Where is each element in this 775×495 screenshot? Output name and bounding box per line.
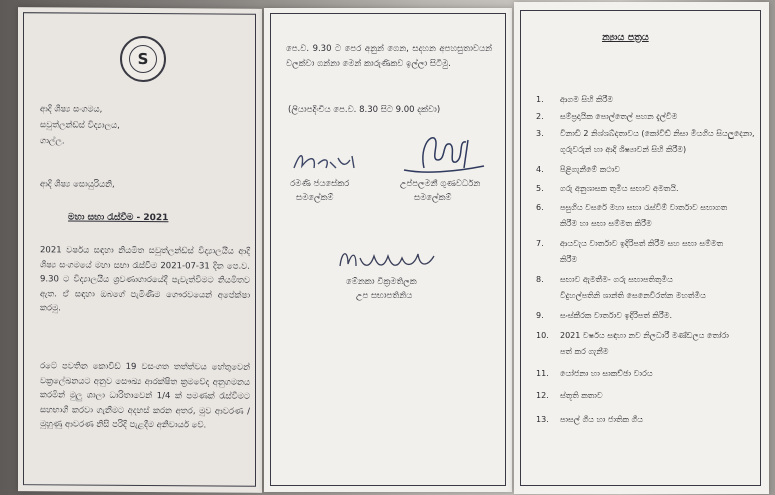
meeting-heading: මහා සභා රැස්වීම - 2021 — [68, 212, 169, 224]
brochure-left-panel — [18, 7, 262, 493]
brochure-right-panel: න්‍යාය පත්‍රය 1. ආගම සිහි කිරීම 2. සම්ප්‍රදායික පොල්තෙල් පහන දැල්වීම 3. විනාඩි 2 නිශ්ශබ්දතාවය (කෝවිඩ් නිසා මියගිය සියලුදෙනා, ගුරුවරුන් හා ආදි ශිෂ්‍යාවන් සිහි කිරීම) 4. පිළිගැනීමේ කථාව 5. ගරු අනුශාසක තුමිය සභාව අමතයි. 6. පසුගිය වසරේ මහා සභා රැස්වීම් වාර්තාව සභාගත කිරීම හා සභා සම්මත කිරීම 7. ආයවැය වාර්තාව ඉදිරිපත් කිරීම සහ සභා සම්මත කිරීම 8. සභාව ඇමතීම- ගරු සභාපතිතුමිය විදුහල්පතිනි ශාන්ති සෙනෙවිරත්න මහත්මිය 9. සංස්කීරක වාර්තාව ඉදිරිපත් කිරීම. 10. 2021 වර්ෂය සඳහා නව නිලධාරී මණ්ඩලය තෝරා පත් කර ගැනීම 11. යෝජනා හා සාකච්ඡා වාරය 12. ස්තූති කතාව 13. පාසල් ගීය හා ජාතික ගීය — [514, 2, 769, 494]
signature-2 — [394, 130, 494, 180]
address-line-2: සවුත්ලන්ඩ්ස් විද්‍යාලය, — [40, 120, 120, 131]
invitation-paragraph: 2021 වර්ෂය සඳහා නියමිත සවුත්ලන්ඩ්ස් විද්‍යාලයීය ආදි ශිෂ්‍ය සංගමයේ මහා සභා රැස්වීම 2021-07-31 දින පෙ.ව. 9.30 ට විද්‍යාලයීය ශ්‍රවණාගාරයේදී පැවැත්වීමට නියමිතව ඇත. ඒ සඳහා ඔබගේ පැමිණීම ගෞරවයෙන් අපේක්ෂා කරමු. — [40, 245, 250, 314]
salutation: ආදි ශිෂ්‍ය සොයුරියනි, — [40, 179, 115, 190]
signature-3 — [334, 244, 444, 276]
address-line-1: ආදි ශිෂ්‍ය සංගමය, — [40, 104, 103, 115]
brochure-middle-panel — [264, 8, 512, 492]
signatory-1-name: රමණි ජයසේකර — [290, 179, 350, 189]
arrival-notice: පෙ.ව. 9.30 ට පෙර අනුන් ගෙන, සදහන අපහසුතාවයන් වලක්වා ගන්නා මෙන් කාරුණිකව ඉල්ලා සිටිමු. — [286, 44, 492, 69]
crest-shield-icon: S — [129, 45, 157, 73]
signatory-2-role: සමලේකම් — [414, 193, 452, 203]
address-line-3: ගාල්ල. — [40, 136, 65, 147]
signatory-1-role: සමලේකම් — [296, 193, 334, 203]
school-crest-logo — [120, 36, 166, 82]
signatory-3-role: උප සභාපතිනිය — [356, 291, 413, 301]
agenda-title: න්‍යාය පත්‍රය — [602, 32, 649, 43]
signatory-3-name: මේනකා වික්‍රමතිලක — [346, 277, 417, 287]
signature-1 — [290, 144, 360, 178]
covid-notice-paragraph: රටේ පවතින කොවිඩ් 19 වසංගත තත්ත්වය හේතුවෙන් වක්‍රලේඛනයට අනුව සෞඛ්‍ය ආරක්ෂිත ක්‍රමවේද අනුගමනය කරමින් මුලු ශාලා ධාරිතාවෙන් 1/4 ක් පමණක් රැස්වීමට සහභාගි කරවා ගැනීමට අදහස් කරන අතර, මුව ආවරණ / මුහුණු ආවරණ නිසි පරිදි පැළදීම අනිවාර්ය වේ. — [40, 361, 250, 431]
signatory-2-name: උප්පලමනී ගුණවර්ධන — [400, 179, 481, 189]
registration-time: (ලියාපදිංචිය පෙ.ව. 8.30 සිට 9.00 දක්වා) — [288, 105, 441, 115]
